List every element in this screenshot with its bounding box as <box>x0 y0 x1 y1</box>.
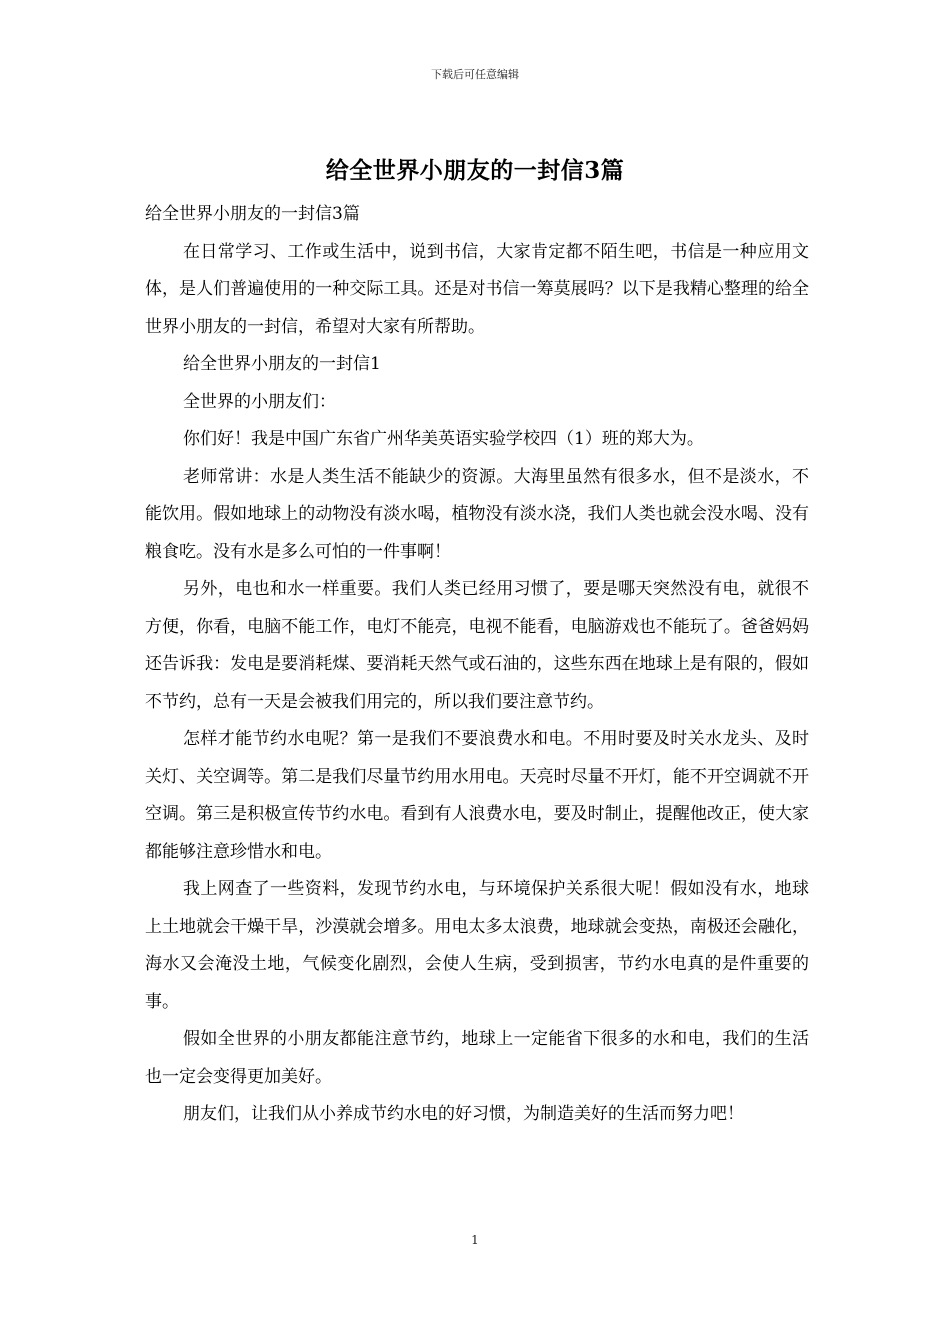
letter-heading: 给全世界小朋友的一封信1 <box>183 354 381 374</box>
body-paragraph: 朋友们，让我们从小养成节约水电的好习惯，为制造美好的生活而努力吧！ <box>183 1104 744 1124</box>
body-paragraph: 另外，电也和水一样重要。我们人类已经用习惯了，要是哪天突然没有电，就很不方便，你看，电脑不能工作，电灯不能亮，电视不能看，电脑游戏也不能玩了。爸爸妈妈还告诉我：发电是要消耗煤、要消耗天然气或石油的，这些东西在地球上是有限的，假如不节约，总有一天是会被我们用完的，所以我们要注意节约。 <box>145 579 809 712</box>
body-paragraph: 我上网查了一些资料，发现节约水电，与环境保护关系很大呢！假如没有水，地球上土地就会干燥干旱，沙漠就会增多。用电太多太浪费，地球就会变热，南极还会融化，海水又会淹没土地，气候变化剧烈，会使人生病，受到损害，节约水电真的是件重要的事。 <box>145 879 809 1012</box>
intro-paragraph: 在日常学习、工作或生活中，说到书信，大家肯定都不陌生吧，书信是一种应用文体，是人们普遍使用的一种交际工具。还是对书信一筹莫展吗？以下是我精心整理的给全世界小朋友的一封信，希望对大家有所帮助。 <box>145 241 809 337</box>
body-paragraph: 假如全世界的小朋友都能注意节约，地球上一定能省下很多的水和电，我们的生活也一定会变得更加美好。 <box>145 1029 809 1087</box>
page-number: 1 <box>471 1233 479 1247</box>
subtitle-paragraph: 给全世界小朋友的一封信3篇 <box>145 204 360 224</box>
header-note: 下载后可任意编辑 <box>431 68 519 81</box>
body-paragraph: 怎样才能节约水电呢？第一是我们不要浪费水和电。不用时要及时关水龙头、及时关灯、关空调等。第二是我们尽量节约用水用电。天亮时尽量不开灯，能不开空调就不开空调。第三是积极宣传节约水电。看到有人浪费水电，要及时制止，提醒他改正，使大家都能够注意珍惜水和电。 <box>145 729 809 862</box>
body-paragraph: 老师常讲：水是人类生活不能缺少的资源。大海里虽然有很多水，但不是淡水，不能饮用。假如地球上的动物没有淡水喝，植物没有淡水浇，我们人类也就会没水喝、没有粮食吃。没有水是多么可怕的一件事啊！ <box>145 466 809 562</box>
document-body <box>145 196 809 1134</box>
letter-salutation: 全世界的小朋友们： <box>183 391 336 412</box>
body-paragraph: 你们好！我是中国广东省广州华美英语实验学校四（1）班的郑大为。 <box>183 429 704 449</box>
document-title: 给全世界小朋友的一封信3篇 <box>325 157 625 184</box>
